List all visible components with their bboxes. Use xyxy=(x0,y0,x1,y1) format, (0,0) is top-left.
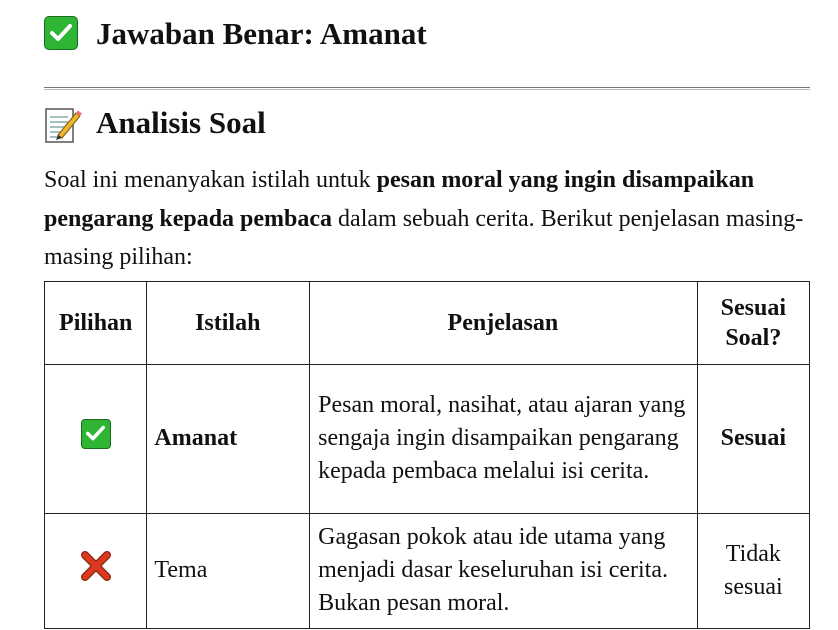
table-row xyxy=(45,513,810,628)
analysis-heading-text: Analisis Soal xyxy=(96,105,266,140)
term-cell: Amanat xyxy=(147,364,310,513)
fit-cell: Tidak sesuai xyxy=(697,513,809,628)
analysis-heading xyxy=(44,90,810,144)
answer-heading-text: Jawaban Benar: Amanat xyxy=(96,16,427,51)
row-icon-cell xyxy=(45,364,147,513)
intro-text-1: Soal ini menanyakan istilah untuk xyxy=(44,167,377,193)
header-penjelasan: Penjelasan xyxy=(310,281,698,364)
intro-paragraph xyxy=(44,161,810,277)
header-sesuai: Sesuai Soal? xyxy=(697,281,809,364)
check-mark-icon xyxy=(44,16,80,52)
check-mark-icon xyxy=(81,419,111,449)
intro-text-2: dalam sebuah cerita. Berikut penjelasan masing-masing pilihan: xyxy=(44,205,804,270)
intro-bold-text: pesan moral yang ingin disampaikan pengarang kepada pembaca xyxy=(44,167,755,232)
explanation-cell: Pesan moral, nasihat, atau ajaran yang sengaja ingin disampaikan pengarang kepada pembaca melalui isi cerita. xyxy=(310,364,698,513)
table-header-row xyxy=(45,281,810,364)
cross-mark-icon xyxy=(80,562,112,588)
term-cell: Tema xyxy=(147,513,310,628)
table-row xyxy=(45,364,810,513)
options-table xyxy=(44,281,810,629)
header-istilah: Istilah xyxy=(147,281,310,364)
answer-heading xyxy=(44,0,810,55)
memo-icon xyxy=(44,105,80,141)
row-icon-cell xyxy=(45,513,147,628)
explanation-cell: Gagasan pokok atau ide utama yang menjadi dasar keseluruhan isi cerita. Bukan pesan moral. xyxy=(310,513,698,628)
header-pilihan: Pilihan xyxy=(45,281,147,364)
fit-cell: Sesuai xyxy=(697,364,809,513)
